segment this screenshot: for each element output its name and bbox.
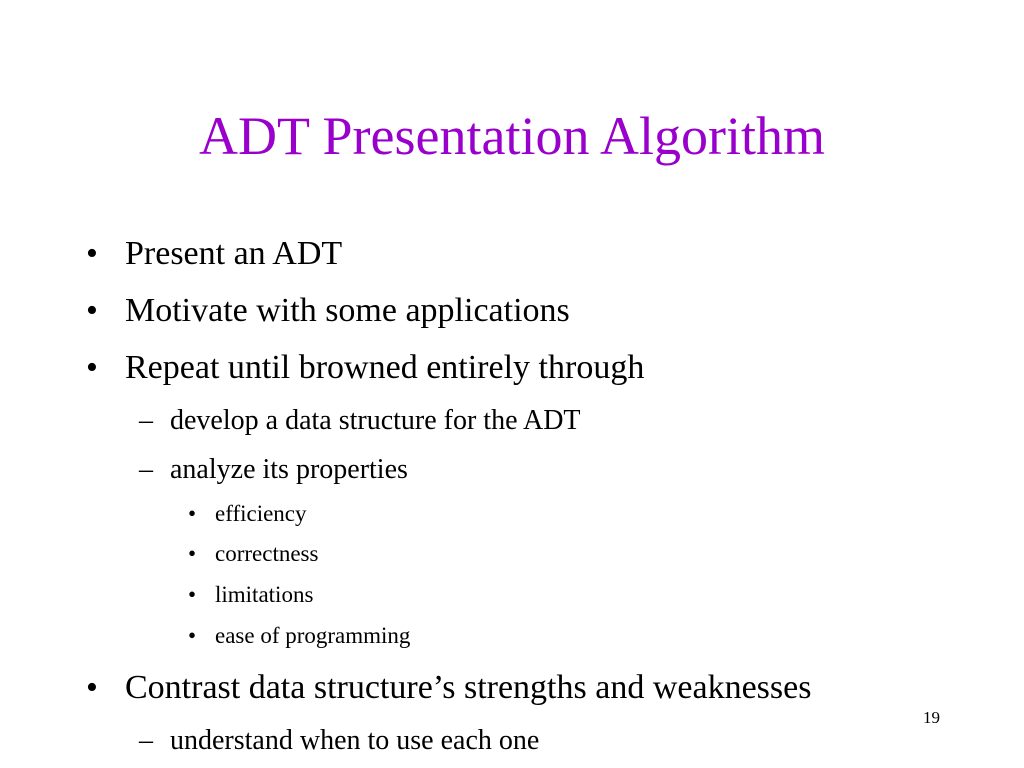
slide-title: ADT Presentation Algorithm	[199, 106, 825, 166]
sub-sub-bullet-marker: •	[188, 541, 197, 566]
sub-sub-bullet-text: correctness	[215, 541, 319, 566]
sub-sub-bullet-marker: •	[188, 623, 197, 648]
bullet-text: Contrast data structure’s strengths and weaknesses	[125, 669, 812, 706]
bullet-text: Present an ADT	[125, 235, 343, 272]
bullet-marker: •	[86, 669, 98, 706]
sub-bullet-text: develop a data structure for the ADT	[170, 405, 581, 436]
sub-sub-bullet-marker: •	[188, 501, 197, 526]
bullet-marker: •	[86, 235, 98, 272]
bullet-text: Motivate with some applications	[125, 292, 570, 329]
bullet-text: Repeat until browned entirely through	[125, 349, 645, 386]
sub-bullet-text: understand when to use each one	[170, 725, 540, 756]
bullet-marker: •	[86, 349, 98, 386]
sub-sub-bullet-text: limitations	[215, 582, 314, 607]
sub-bullet-text: analyze its properties	[170, 454, 408, 485]
sub-sub-bullet-marker: •	[188, 582, 197, 607]
bullet-marker: •	[86, 292, 98, 329]
sub-bullet-marker: –	[139, 454, 153, 485]
page-number: 19	[923, 708, 940, 727]
sub-bullet-marker: –	[139, 725, 153, 756]
sub-sub-bullet-text: ease of programming	[215, 623, 411, 648]
sub-sub-bullet-text: efficiency	[215, 501, 307, 526]
sub-bullet-marker: –	[139, 405, 153, 436]
